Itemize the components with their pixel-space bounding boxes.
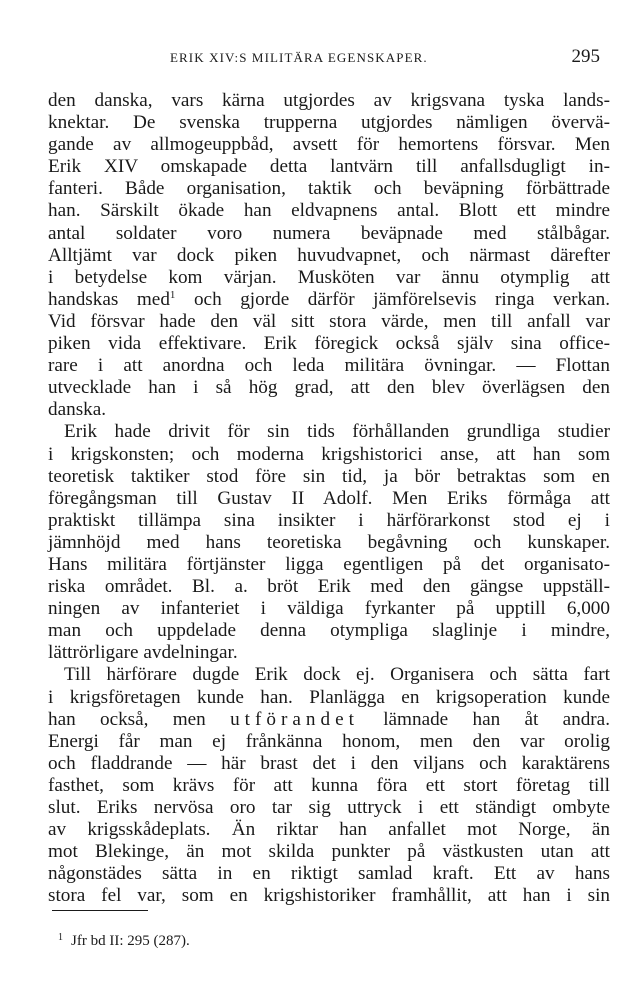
text-line-with-footnote	[48, 289, 610, 311]
footnote-text: Jfr bd II: 295 (287).	[71, 933, 190, 949]
text-line: han. Särskilt ökade han eldvapnens antal. Blott ett mindre	[48, 200, 610, 222]
text-line: Alltjämt var dock piken huvudvapnet, och närmast därefter	[48, 244, 610, 266]
page-header	[48, 46, 600, 68]
footnote-divider	[52, 910, 148, 911]
text-line: och fladdrande — här brast det i den viljans och karaktärens	[48, 752, 610, 774]
text-line: riska området. Bl. a. bröt Erik med den gängse uppställ-	[48, 576, 610, 598]
emphasized-word: utförandet	[230, 708, 359, 730]
text-line: fasthet, som krävs för att kunna föra ett stort företag till	[48, 774, 610, 796]
page-number: 295	[571, 46, 600, 67]
footnote	[58, 933, 190, 950]
text-line: Vid försvar hade den väl sitt stora värde, men till anfall var	[48, 310, 610, 332]
text-line: av krigsskådeplats. Än riktar han anfallet mot Norge, än	[48, 819, 610, 841]
body-text	[48, 90, 610, 907]
text-line: man och uppdelade denna otympliga slaglinje i mindre,	[48, 620, 610, 642]
text-line: antal soldater voro numera beväpnade med stålbågar.	[48, 222, 610, 244]
text-line: Till härförare dugde Erik dock ej. Organisera och sätta fart	[64, 664, 610, 686]
paragraph-end-line: danska.	[48, 399, 107, 421]
text-line: i krigskonsten; och moderna krigshistorici anse, att han som	[48, 443, 610, 465]
text-segment: han också, men	[48, 708, 206, 730]
text-line: mot Blekinge, än mot skilda punkter på västkusten utan att	[48, 841, 610, 863]
text-line: piken vida effektivare. Erik föregick också själv sina office-	[48, 333, 610, 355]
running-title: ERIK XIV:S MILITÄRA EGENSKAPER.	[170, 50, 428, 65]
text-line: gande av allmogeuppbåd, avsett för hemortens försvar. Men	[48, 134, 610, 156]
text-line: i betydelse kom värjan. Musköten var ännu otymplig att	[48, 266, 610, 288]
text-line: rare i att anordna och leda militära övningar. — Flottan	[48, 355, 610, 377]
text-line-spaced	[48, 709, 610, 731]
paragraph-end-line: lättrörligare avdelningar.	[48, 642, 238, 664]
text-segment: och gjorde därför jämförelsevis ringa verkan.	[193, 288, 610, 310]
text-line: Erik hade drivit för sin tids förhållanden grundliga studier	[64, 421, 610, 443]
text-line: Erik XIV omskapade detta lantvärn till anfallsdugligt in-	[48, 156, 610, 178]
text-line: i krigsföretagen kunde han. Planlägga en krigsoperation kunde	[48, 686, 610, 708]
text-line: praktiskt tillämpa sina insikter i härförarkonst stod ej i	[48, 509, 610, 531]
text-segment: lämnade han åt andra.	[383, 708, 610, 730]
text-line: utvecklade han i så hög grad, att den blev överlägsen den	[48, 377, 610, 399]
footnote-marker: 1	[58, 932, 63, 943]
text-line: knektar. De svenska trupperna utgjordes nämligen övervä-	[48, 112, 610, 134]
text-line: föregångsman till Gustav II Adolf. Men Eriks förmåga att	[48, 487, 610, 509]
text-line: någonstädes sätta in en riktigt samlad kraft. Ett av hans	[48, 863, 610, 885]
text-line: fanteri. Både organisation, taktik och beväpning förbättrade	[48, 178, 610, 200]
text-line: stora fel var, som en krigshistoriker framhållit, att han i sin	[48, 885, 610, 907]
text-line: den danska, vars kärna utgjordes av krigsvana tyska lands-	[48, 90, 610, 111]
text-line: teoretisk taktiker stod före sin tid, ja bör betraktas som en	[48, 465, 610, 487]
footnote-reference[interactable]: 1	[169, 288, 176, 301]
text-line: Energi får man ej frånkänna honom, men den var orolig	[48, 730, 610, 752]
text-line: ningen av infanteriet i väldiga fyrkanter på upptill 6,000	[48, 598, 610, 620]
text-line: Hans militära förtjänster ligga egentligen på det organisato-	[48, 553, 610, 575]
text-line: jämnhöjd med hans teoretiska begåvning och kunskaper.	[48, 531, 610, 553]
text-segment: handskas med	[48, 288, 170, 310]
text-line: slut. Eriks nervösa oro tar sig uttryck i ett ständigt ombyte	[48, 797, 610, 818]
